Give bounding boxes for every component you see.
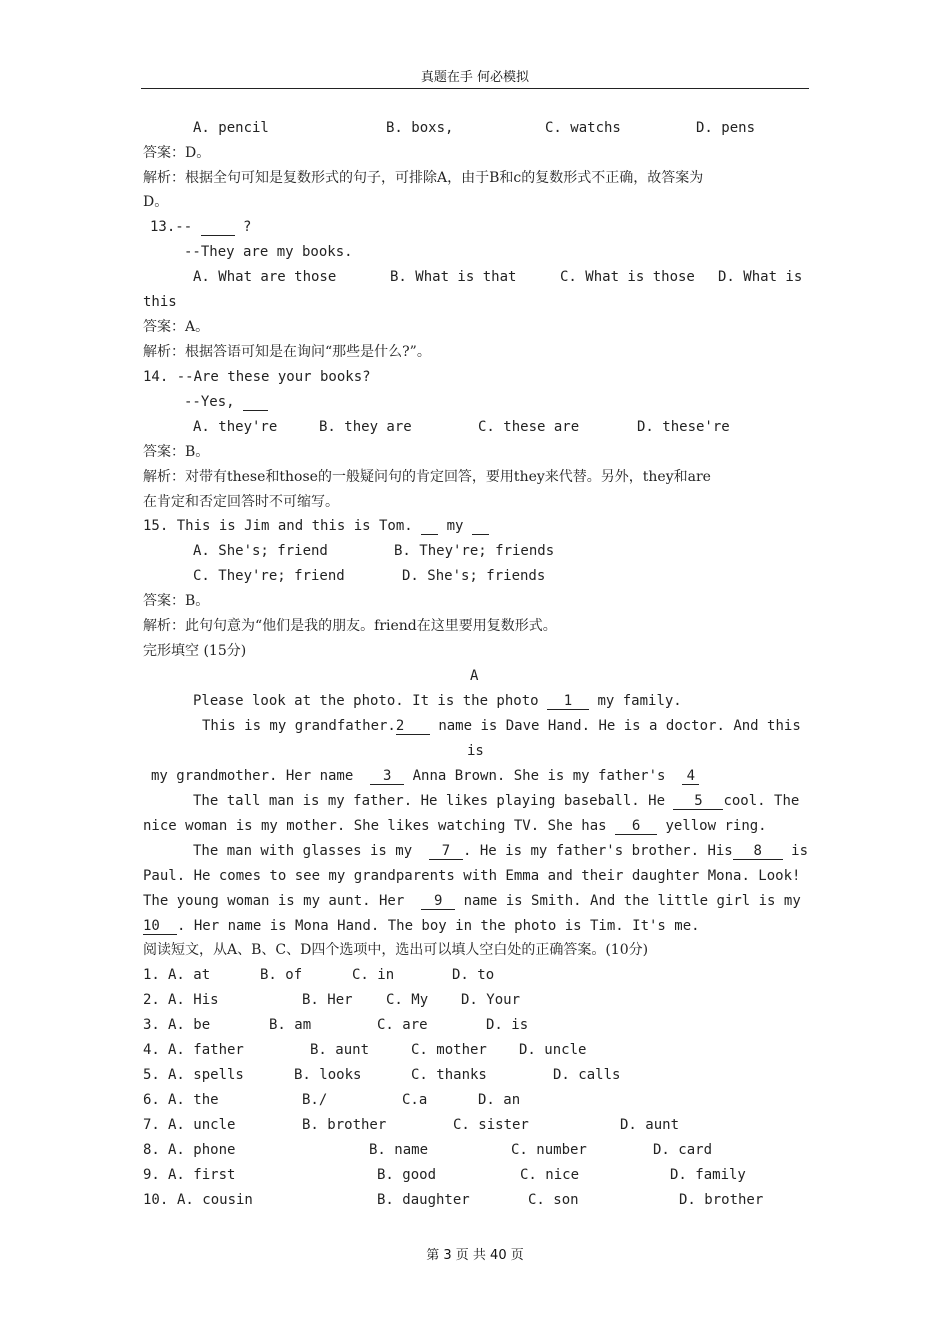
- option-d: D. family: [670, 1167, 746, 1183]
- cloze-text: my family.: [597, 693, 682, 709]
- option-a: A. the: [168, 1092, 219, 1108]
- option-d: D. calls: [553, 1067, 621, 1083]
- cloze-text: The tall man is my father. He likes playing baseball. He: [193, 793, 666, 809]
- option-b: B. daughter: [377, 1192, 470, 1208]
- cloze-text: yellow ring.: [665, 818, 767, 834]
- q13-qmark: ?: [243, 219, 252, 235]
- option-c: C. nice: [520, 1167, 580, 1183]
- cloze-heading: 完形填空 (15分): [143, 643, 247, 659]
- option-a: A. phone: [168, 1142, 236, 1158]
- q14-response: --Yes,: [184, 394, 235, 410]
- q12-analysis-line1: 解析：根据全句可知是复数形式的句子，可排除A，由于B和c的复数形式不正确，故答案为: [143, 170, 704, 186]
- cloze-line-9: [143, 892, 801, 910]
- cloze-text: Please look at the photo. It is the photo: [193, 693, 539, 709]
- cloze-blank-9: 9: [421, 894, 455, 910]
- q15-option-d: D. She's; friends: [402, 568, 546, 584]
- option-b: B. Her: [302, 992, 353, 1008]
- cloze-line-7: [193, 842, 808, 860]
- cloze-text: The young woman is my aunt. Her: [143, 893, 405, 909]
- q13-option-c: C. What is those: [560, 269, 695, 285]
- option-a: A. father: [168, 1042, 244, 1058]
- header-rule: [141, 88, 809, 89]
- cloze-text: The man with glasses is my: [193, 843, 413, 859]
- option-a: A. first: [168, 1167, 236, 1183]
- item-number: 8.: [143, 1142, 160, 1158]
- q12-option-c: C. watchs: [545, 120, 621, 136]
- option-b: B./: [302, 1092, 328, 1108]
- cloze-blank-10: 10: [143, 919, 177, 935]
- item-number: 9.: [143, 1167, 160, 1183]
- option-c: C. mother: [411, 1042, 487, 1058]
- item-number: 7.: [143, 1117, 160, 1133]
- q14-option-c: C. these are: [478, 419, 580, 435]
- cloze-blank-8: 8: [733, 844, 783, 860]
- cloze-text: . He is my father's brother. His: [463, 843, 733, 859]
- q15-question: [143, 517, 489, 535]
- cloze-blank-5: 5: [673, 794, 723, 810]
- item-number: 3.: [143, 1017, 160, 1033]
- option-b: B. of: [260, 967, 303, 983]
- q14-option-a: A. they're: [193, 419, 278, 435]
- option-a: A. His: [168, 992, 219, 1008]
- page-header-title: 真题在手 何必模拟: [420, 70, 530, 85]
- q13-question: [150, 218, 251, 236]
- option-c: C.a: [402, 1092, 428, 1108]
- cloze-blank-2: 2: [396, 719, 430, 735]
- q15-option-b: B. They're; friends: [394, 543, 555, 559]
- option-b: B. aunt: [310, 1042, 370, 1058]
- cloze-text: . Her name is Mona Hand. The boy in the photo is Tim. It's me.: [177, 918, 700, 934]
- cloze-blank-3: 3: [370, 769, 404, 785]
- option-b: B. brother: [302, 1117, 387, 1133]
- option-d: D. an: [478, 1092, 521, 1108]
- reading-instruction: 阅读短文，从A、B、C、D四个选项中，选出可以填人空白处的正确答案。(10分): [143, 942, 649, 958]
- cloze-text: is: [791, 843, 809, 859]
- q13-blank: [201, 220, 235, 236]
- q13-option-d-cont: this: [143, 294, 177, 310]
- option-a: A. uncle: [168, 1117, 236, 1133]
- q14-analysis-line2: 在肯定和否定回答时不可缩写。: [143, 494, 339, 510]
- option-c: C. thanks: [411, 1067, 487, 1083]
- cloze-text: This is my grandfather.: [202, 718, 396, 734]
- q14-blank: [243, 395, 268, 411]
- cloze-text: my grandmother. Her name: [151, 768, 354, 784]
- cloze-line-1: [193, 692, 682, 710]
- cloze-blank-4: 4: [682, 769, 699, 785]
- option-b: B. good: [377, 1167, 437, 1183]
- option-a: A. cousin: [177, 1192, 253, 1208]
- item-number: 10.: [143, 1192, 169, 1208]
- q15-blank-2: [472, 519, 489, 535]
- q14-analysis-line1: 解析：对带有these和those的一般疑问句的肯定回答，要用they来代替。另外，they和are: [143, 469, 711, 485]
- option-c: C. number: [511, 1142, 587, 1158]
- q12-analysis-line2: D。: [143, 194, 169, 210]
- cloze-line-8: Paul. He comes to see my grandparents with Emma and their daughter Mona. Look!: [143, 868, 801, 884]
- cloze-line-10: [143, 917, 700, 935]
- q12-option-b: B. boxs,: [386, 120, 454, 136]
- q13-response: --They are my books.: [184, 244, 353, 260]
- option-d: D. uncle: [519, 1042, 587, 1058]
- q14-option-b: B. they are: [319, 419, 412, 435]
- q15-question-part2: my: [446, 518, 464, 534]
- q14-option-d: D. these're: [637, 419, 730, 435]
- q12-option-a: A. pencil: [193, 120, 269, 136]
- q14-answer: 答案：B。: [143, 444, 210, 460]
- q13-option-d: D. What is: [718, 269, 803, 285]
- option-d: D. card: [653, 1142, 713, 1158]
- q14-response-line: [184, 393, 268, 411]
- option-c: C. in: [352, 967, 395, 983]
- cloze-blank-1: 1: [547, 694, 589, 710]
- item-number: 1.: [143, 967, 160, 983]
- cloze-line-5: [193, 792, 799, 810]
- option-a: A. be: [168, 1017, 211, 1033]
- cloze-blank-7: 7: [429, 844, 463, 860]
- option-c: C. are: [377, 1017, 428, 1033]
- option-b: B. looks: [294, 1067, 362, 1083]
- q13-answer: 答案：A。: [143, 319, 210, 335]
- option-c: C. son: [528, 1192, 579, 1208]
- item-number: 5.: [143, 1067, 160, 1083]
- q13-option-a: A. What are those: [193, 269, 337, 285]
- q14-question: 14. --Are these your books?: [143, 369, 371, 385]
- q15-question-part1: 15. This is Jim and this is Tom.: [143, 518, 413, 534]
- page-number-footer: 第 3 页 共 40 页: [426, 1248, 524, 1263]
- option-d: D. Your: [461, 992, 521, 1008]
- option-b: B. am: [269, 1017, 312, 1033]
- cloze-line-6: [143, 817, 767, 835]
- option-d: D. aunt: [620, 1117, 680, 1133]
- q12-option-d: D. pens: [696, 120, 756, 136]
- option-b: B. name: [369, 1142, 429, 1158]
- cloze-text: name is Smith. And the little girl is my: [463, 893, 801, 909]
- item-number: 4.: [143, 1042, 160, 1058]
- cloze-text: Anna Brown. She is my father's: [412, 768, 666, 784]
- q13-analysis: 解析：根据答语可知是在询问“那些是什么?”。: [143, 344, 431, 360]
- item-number: 2.: [143, 992, 160, 1008]
- item-number: 6.: [143, 1092, 160, 1108]
- q15-option-c: C. They're; friend: [193, 568, 345, 584]
- q13-number: 13.--: [150, 219, 193, 235]
- q15-answer: 答案：B。: [143, 593, 210, 609]
- q12-answer: 答案：D。: [143, 145, 211, 161]
- cloze-blank-6: 6: [615, 819, 657, 835]
- q15-blank-1: [421, 519, 438, 535]
- cloze-text: cool. The: [723, 793, 800, 809]
- option-a: A. spells: [168, 1067, 244, 1083]
- cloze-line-4: [151, 767, 699, 785]
- option-d: D. brother: [679, 1192, 764, 1208]
- option-c: C. sister: [453, 1117, 529, 1133]
- q13-option-b: B. What is that: [390, 269, 517, 285]
- cloze-line-3: is: [467, 743, 484, 759]
- cloze-line-2: [202, 717, 801, 735]
- option-d: D. to: [452, 967, 495, 983]
- cloze-text: nice woman is my mother. She likes watching TV. She has: [143, 818, 607, 834]
- q15-option-a: A. She's; friend: [193, 543, 328, 559]
- option-d: D. is: [486, 1017, 529, 1033]
- option-a: A. at: [168, 967, 211, 983]
- cloze-text: name is Dave Hand. He is a doctor. And this: [438, 718, 801, 734]
- cloze-section-label: A: [470, 668, 479, 684]
- option-c: C. My: [386, 992, 429, 1008]
- q15-analysis: 解析：此句句意为“他们是我的朋友。friend在这里要用复数形式。: [143, 618, 557, 634]
